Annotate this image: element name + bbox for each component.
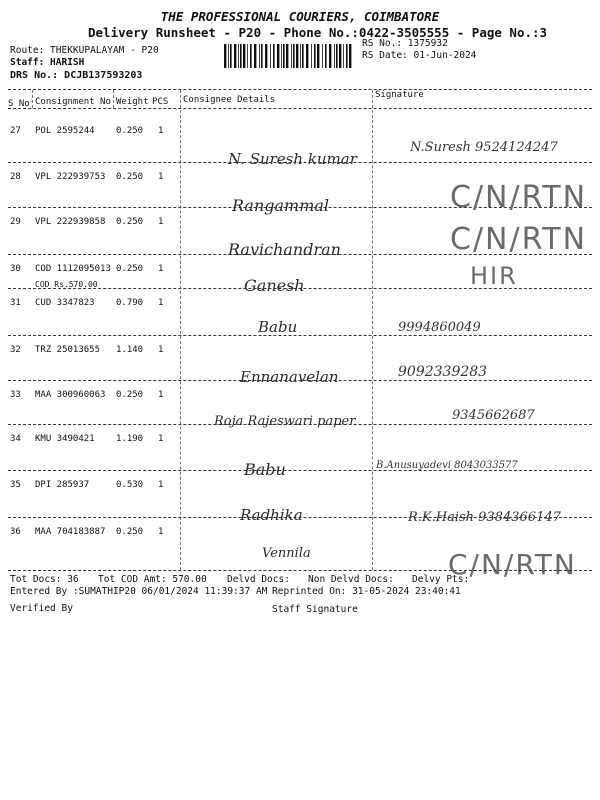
handwritten-consignee: Ganesh (244, 276, 305, 295)
row-sno: 31 (10, 298, 21, 308)
row-weight: 0.250 (116, 126, 144, 136)
row-weight: 0.250 (116, 217, 144, 227)
handwritten-signature: B.Anusuyadevi 8043033577 (376, 460, 518, 471)
handwritten-signature: R.K.Haish 9384366147 (408, 510, 561, 525)
row-pcs: 1 (158, 390, 164, 400)
handwritten-consignee: N. Suresh kumar (228, 150, 357, 168)
row-consignment: KMU 3490421 (35, 434, 95, 444)
handwritten-consignee: Babu (244, 460, 286, 479)
row-weight: 0.790 (116, 298, 144, 308)
row-consignment: DPI 285937 (35, 480, 90, 490)
col-consignment: Consignment No (35, 97, 111, 107)
rs-date: RS Date: 01-Jun-2024 (362, 50, 477, 61)
non-delivered-docs: Non Delvd Docs: (308, 574, 394, 585)
row-sno: 28 (10, 172, 21, 182)
row-weight: 0.250 (116, 390, 144, 400)
handwritten-consignee: Babu (258, 318, 298, 336)
handwritten-consignee: Rangammal (232, 196, 330, 215)
row-consignment: MAA 704183887 (35, 527, 106, 537)
row-sno: 29 (10, 217, 21, 227)
row-consignment: COD 1112095013 (35, 264, 111, 274)
company-title: THE PROFESSIONAL COURIERS, COIMBATORE (160, 9, 440, 24)
row-sno: 27 (10, 126, 21, 136)
handwritten-signature: 9092339283 (398, 364, 488, 380)
row-weight: 1.190 (116, 434, 144, 444)
staff-signature: Staff Signature (272, 604, 358, 615)
total-docs: Tot Docs: 36 (10, 574, 79, 585)
row-weight: 0.530 (116, 480, 144, 490)
row-pcs: 1 (158, 345, 164, 355)
col-signature: Signature (375, 90, 424, 100)
handwritten-signature: 9994860049 (398, 320, 481, 335)
row-pcs: 1 (158, 298, 164, 308)
route-label: Route: THEKKUPALAYAM - P20 (10, 45, 159, 56)
row-pcs: 1 (158, 126, 164, 136)
col-weight: Weight (116, 97, 149, 107)
handwritten-consignee: Vennila (262, 546, 311, 561)
runsheet-title: Delivery Runsheet - P20 - Phone No.:0422-3505555 - Page No.:3 (88, 25, 548, 40)
return-stamp: HIR (470, 262, 518, 290)
row-consignment: CUD 3347823 (35, 298, 95, 308)
return-stamp: C/N/RTN (450, 222, 588, 257)
row-sno: 32 (10, 345, 21, 355)
entered-by: Entered By :SUMATHIP20 06/01/2024 11:39:37 AM (10, 586, 268, 597)
row-pcs: 1 (158, 527, 164, 537)
row-weight: 0.250 (116, 264, 144, 274)
col-pcs: PCS (152, 97, 169, 107)
handwritten-signature: 9345662687 (452, 408, 535, 423)
row-consignment: VPL 222939753 (35, 172, 106, 182)
row-consignment: MAA 300960063 (35, 390, 106, 400)
drs-number: DRS No.: DCJB137593203 (10, 70, 143, 81)
row-weight: 0.250 (116, 172, 144, 182)
total-cod: Tot COD Amt: 570.00 (98, 574, 207, 585)
row-weight: 1.140 (116, 345, 144, 355)
handwritten-signature: N.Suresh 9524124247 (410, 140, 558, 155)
row-weight: 0.250 (116, 527, 144, 537)
handwritten-consignee: Roja Rajeswari paper (214, 414, 356, 429)
row-pcs: 1 (158, 217, 164, 227)
row-pcs: 1 (158, 264, 164, 274)
row-consignment: POL 2595244 (35, 126, 95, 136)
row-consignment: TRZ 25013655 (35, 345, 101, 355)
delivery-points: Delvy Pts: (412, 574, 470, 585)
verified-by: Verified By (10, 603, 73, 614)
col-sno: S No (8, 99, 30, 109)
reprinted-on: Reprinted On: 31-05-2024 23:40:41 (272, 586, 461, 597)
row-pcs: 1 (158, 434, 164, 444)
handwritten-consignee: Ennanavelan (240, 368, 339, 386)
row-pcs: 1 (158, 480, 164, 490)
row-sno: 35 (10, 480, 21, 490)
col-consignee: Consignee Details (183, 95, 276, 105)
row-sno: 34 (10, 434, 21, 444)
row-pcs: 1 (158, 172, 164, 182)
row-cod-note: COD Rs.570.00 (35, 280, 98, 289)
barcode-image (224, 44, 354, 68)
row-consignment: VPL 222939858 (35, 217, 106, 227)
staff-label: Staff: HARISH (10, 57, 85, 68)
row-sno: 36 (10, 527, 21, 537)
row-sno: 30 (10, 264, 21, 274)
row-sno: 33 (10, 390, 21, 400)
handwritten-consignee: Radhika (240, 506, 303, 524)
rs-number: RS No.: 1375932 (362, 38, 448, 49)
handwritten-consignee: Ravichandran (228, 240, 341, 259)
return-stamp: C/N/RTN (450, 180, 588, 215)
delivered-docs: Delvd Docs: (227, 574, 290, 585)
return-stamp: C/N/RTN (448, 548, 577, 581)
